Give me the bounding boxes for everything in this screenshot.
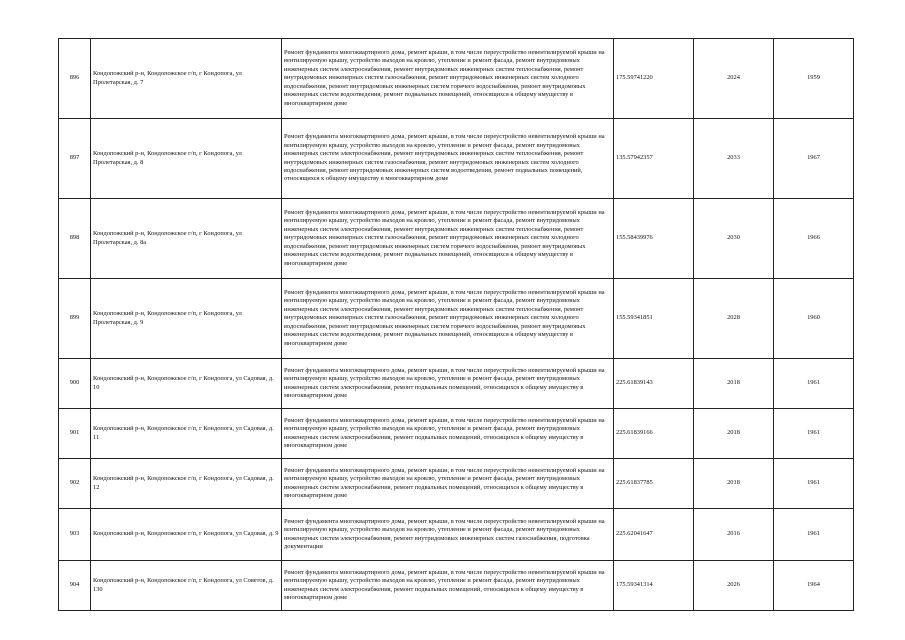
- planned-year-cell: 2024: [694, 39, 774, 119]
- cost-cell: 155.58439976: [614, 199, 694, 279]
- planned-year-cell: 2028: [694, 279, 774, 359]
- works-cell: Ремонт фундамента многоквартирного дома, ремонт крыши, в том числе переустройство невентилируемой крыши на вентилируемую крышу, устройство выходов на кровлю, утепление и ремонт фасада, ремонт внутридомовых инженерных систем электроснабжения, ремонт внутридомовых инженерных систем теплоснабжения, ремонт внутридомовых инженерных систем газоснабжения, ремонт внутридомовых инженерных систем холодного водоснабжения, ремонт внутридомовых инженерных систем горячего водоснабжения, ремонт внутридомовых инженерных систем водоотведения, ремонт подвальных помещений, относящихся к общему имуществу в многоквартирном доме: [282, 39, 614, 119]
- address-cell: Кондопожский р-н, Кондопожское г/п, г Кондопога, ул Садовая, д. 11: [91, 409, 282, 459]
- row-number: 901: [59, 409, 91, 459]
- planned-year-cell: 2033: [694, 119, 774, 199]
- address-cell: Кондопожский р-н, Кондопожское г/п, г Кондопога, ул Садовая, д. 10: [91, 359, 282, 409]
- table-body: [59, 39, 854, 611]
- row-number: 900: [59, 359, 91, 409]
- cost-cell: 135.57942357: [614, 119, 694, 199]
- address-cell: Кондопожский р-н, Кондопожское г/п, г Кондопога, ул Пролетарская, д. 7: [91, 39, 282, 119]
- row-number: 899: [59, 279, 91, 359]
- built-year-cell: 1964: [774, 561, 854, 611]
- table-row: [59, 359, 854, 409]
- row-number: 904: [59, 561, 91, 611]
- address-cell: Кондопожский р-н, Кондопожское г/п, г Кондопога, ул Садовая, д. 9: [91, 509, 282, 561]
- table-row: [59, 119, 854, 199]
- built-year-cell: 1966: [774, 199, 854, 279]
- table-row: [59, 279, 854, 359]
- built-year-cell: 1961: [774, 459, 854, 509]
- address-cell: Кондопожский р-н, Кондопожское г/п, г Кондопога, ул Пролетарская, д. 8а: [91, 199, 282, 279]
- table-row: [59, 39, 854, 119]
- table-row: [59, 199, 854, 279]
- table-row: [59, 459, 854, 509]
- planned-year-cell: 2018: [694, 359, 774, 409]
- planned-year-cell: 2018: [694, 409, 774, 459]
- address-cell: Кондопожский р-н, Кондопожское г/п, г Кондопога, ул Садовая, д. 12: [91, 459, 282, 509]
- planned-year-cell: 2018: [694, 459, 774, 509]
- cost-cell: 175.59741220: [614, 39, 694, 119]
- address-cell: Кондопожский р-н, Кондопожское г/п, г Кондопога, ул Пролетарская, д. 8: [91, 119, 282, 199]
- works-cell: Ремонт фундамента многоквартирного дома, ремонт крыши, в том числе переустройство невентилируемой крыши на вентилируемую крышу, устройство выходов на кровлю, утепление и ремонт фасада, ремонт внутридомовых инженерных систем электроснабжения, ремонт внутридомовых инженерных систем теплоснабжения, ремонт внутридомовых инженерных систем газоснабжения, ремонт внутридомовых инженерных систем холодного водоснабжения, ремонт внутридомовых инженерных систем горячего водоснабжения, ремонт внутридомовых инженерных систем водоотведения, ремонт подвальных помещений, относящихся к общему имуществу в многоквартирном доме: [282, 279, 614, 359]
- works-cell: Ремонт фундамента многоквартирного дома, ремонт крыши, в том числе переустройство невентилируемой крыши на вентилируемую крышу, устройство выходов на кровлю, утепление и ремонт фасада, ремонт внутридомовых инженерных систем электроснабжения, ремонт подвальных помещений, относящихся к общему имуществу в многоквартирном доме: [282, 409, 614, 459]
- built-year-cell: 1961: [774, 409, 854, 459]
- built-year-cell: 1961: [774, 359, 854, 409]
- address-cell: Кондопожский р-н, Кондопожское г/п, г Кондопога, ул Советов, д. 130: [91, 561, 282, 611]
- cost-cell: 225.61837785: [614, 459, 694, 509]
- planned-year-cell: 2026: [694, 561, 774, 611]
- repair-schedule-table: [58, 38, 854, 611]
- planned-year-cell: 2016: [694, 509, 774, 561]
- row-number: 897: [59, 119, 91, 199]
- cost-cell: 175.59341314: [614, 561, 694, 611]
- works-cell: Ремонт фундамента многоквартирного дома, ремонт крыши, в том числе переустройство невентилируемой крыши на вентилируемую крышу, устройство выходов на кровлю, утепление и ремонт фасада, ремонт внутридомовых инженерных систем электроснабжения, ремонт подвальных помещений, относящихся к общему имуществу в многоквартирном доме: [282, 561, 614, 611]
- planned-year-cell: 2030: [694, 199, 774, 279]
- cost-cell: 225.61839166: [614, 409, 694, 459]
- table-row: [59, 561, 854, 611]
- works-cell: Ремонт фундамента многоквартирного дома, ремонт крыши, в том числе переустройство невентилируемой крыши на вентилируемую крышу, устройство выходов на кровлю, утепление и ремонт фасада, ремонт внутридомовых инженерных систем электроснабжения, ремонт внутридомовых инженерных систем теплоснабжения, ремонт внутридомовых инженерных систем газоснабжения, ремонт внутридомовых инженерных систем холодного водоснабжения, ремонт внутридомовых инженерных систем водоотведения, ремонт подвальных помещений, относящихся к общему имуществу в многоквартирном доме: [282, 119, 614, 199]
- row-number: 903: [59, 509, 91, 561]
- works-cell: Ремонт фундамента многоквартирного дома, ремонт крыши, в том числе переустройство невентилируемой крыши на вентилируемую крышу, устройство выходов на кровлю, утепление и ремонт фасада, ремонт внутридомовых инженерных систем электроснабжения, ремонт внутридомовых инженерных систем газоснабжения, подготовка документации: [282, 509, 614, 561]
- row-number: 902: [59, 459, 91, 509]
- works-cell: Ремонт фундамента многоквартирного дома, ремонт крыши, в том числе переустройство невентилируемой крыши на вентилируемую крышу, устройство выходов на кровлю, утепление и ремонт фасада, ремонт внутридомовых инженерных систем электроснабжения, ремонт внутридомовых инженерных систем теплоснабжения, ремонт внутридомовых инженерных систем газоснабжения, ремонт внутридомовых инженерных систем холодного водоснабжения, ремонт внутридомовых инженерных систем горячего водоснабжения, ремонт внутридомовых инженерных систем водоотведения, ремонт подвальных помещений, относящихся к общему имуществу в многоквартирном доме: [282, 199, 614, 279]
- address-cell: Кондопожский р-н, Кондопожское г/п, г Кондопога, ул Пролетарская, д. 9: [91, 279, 282, 359]
- built-year-cell: 1960: [774, 279, 854, 359]
- cost-cell: 225.62041647: [614, 509, 694, 561]
- built-year-cell: 1959: [774, 39, 854, 119]
- built-year-cell: 1967: [774, 119, 854, 199]
- row-number: 898: [59, 199, 91, 279]
- built-year-cell: 1961: [774, 509, 854, 561]
- works-cell: Ремонт фундамента многоквартирного дома, ремонт крыши, в том числе переустройство невентилируемой крыши на вентилируемую крышу, устройство выходов на кровлю, утепление и ремонт фасада, ремонт внутридомовых инженерных систем электроснабжения, ремонт подвальных помещений, относящихся к общему имуществу в многоквартирном доме: [282, 359, 614, 409]
- row-number: 896: [59, 39, 91, 119]
- works-cell: Ремонт фундамента многоквартирного дома, ремонт крыши, в том числе переустройство невентилируемой крыши на вентилируемую крышу, устройство выходов на кровлю, утепление и ремонт фасада, ремонт внутридомовых инженерных систем электроснабжения, ремонт подвальных помещений, относящихся к общему имуществу в многоквартирном доме: [282, 459, 614, 509]
- table-row: [59, 509, 854, 561]
- cost-cell: 155.59341851: [614, 279, 694, 359]
- table-row: [59, 409, 854, 459]
- cost-cell: 225.61839143: [614, 359, 694, 409]
